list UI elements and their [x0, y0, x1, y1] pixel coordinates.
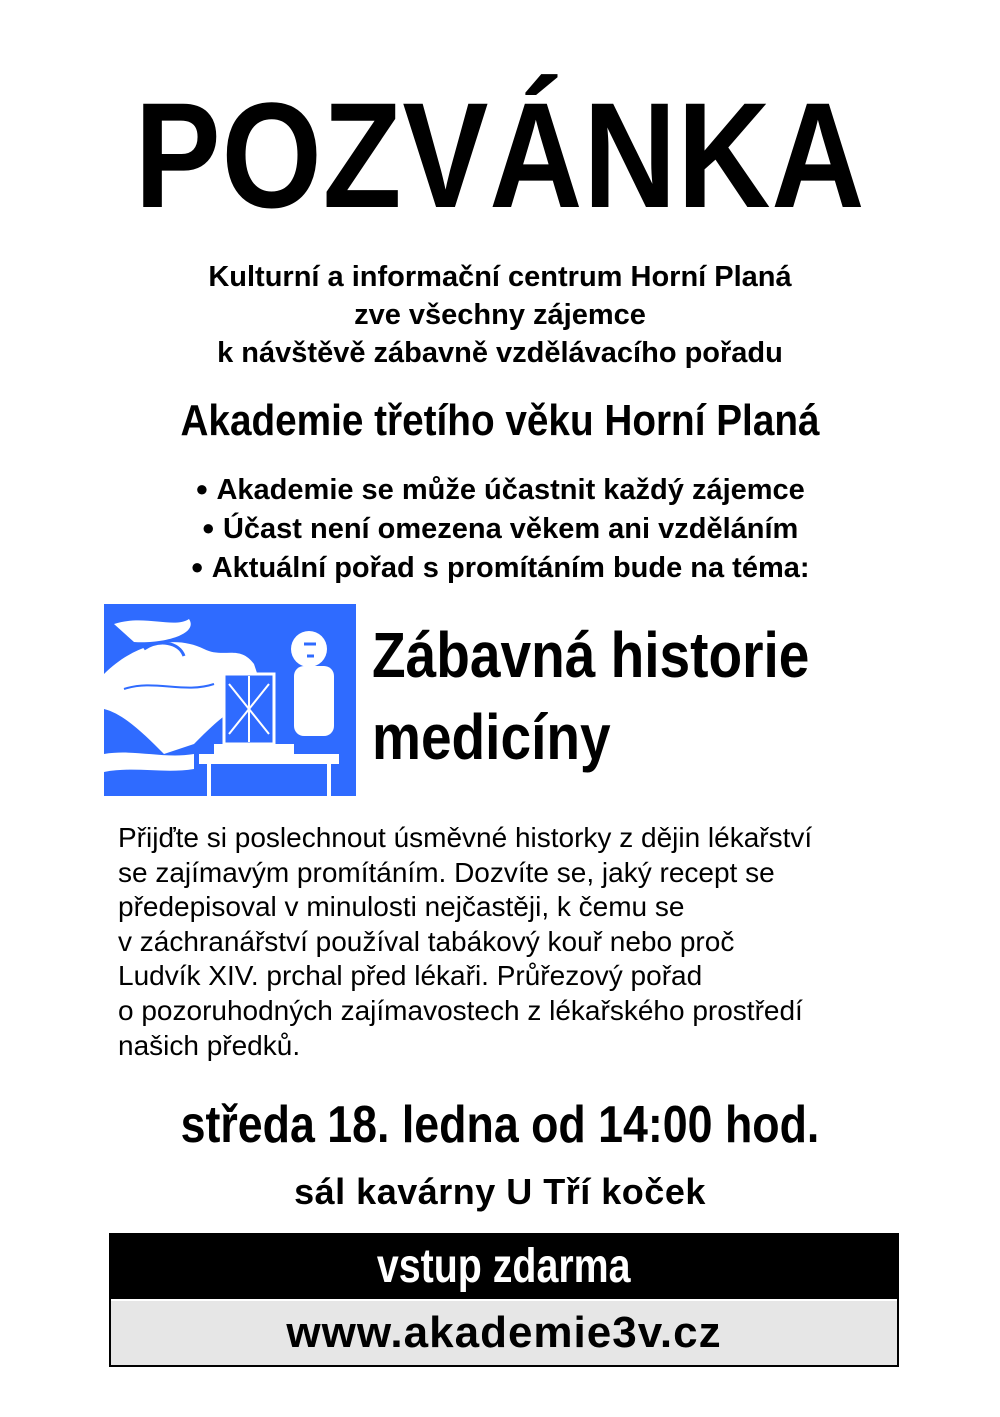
- intro-line: zve všechny zájemce: [354, 299, 646, 331]
- bullet-item: ● Aktuální pořad s promítáním bude na téma:: [190, 552, 810, 584]
- bullet-list: [0, 470, 1000, 587]
- historical-medicine-photo: [104, 604, 356, 796]
- description-line: Ludvík XIV. prchal před lékaři. Průřezový pořad: [118, 960, 703, 992]
- bullet-item: ● Akademie se může účastnit každý zájemce: [195, 474, 805, 506]
- admission-banner: [111, 1235, 897, 1299]
- bullet-item: ● Účast není omezena věkem ani vzděláním: [201, 513, 799, 545]
- bullet-icon: ●: [201, 515, 215, 540]
- description-line: v záchranářství používal tabákový kouř nebo proč: [118, 925, 735, 957]
- event-description: [118, 821, 918, 1063]
- event-date: středa 18. ledna od 14:00 hod.: [180, 1096, 820, 1154]
- description-line: Přijďte si poslechnout úsměvné historky z dějin lékařství: [118, 822, 813, 853]
- topic-title: [372, 614, 854, 778]
- event-venue: sál kavárny U Tří koček: [294, 1171, 706, 1212]
- intro-block: [0, 258, 1000, 372]
- description-line: našich předků.: [118, 1029, 301, 1061]
- admission-box: [109, 1233, 899, 1367]
- topic-line: Zábavná historie: [372, 619, 810, 691]
- bullet-icon: ●: [190, 554, 204, 579]
- event-series-title: Akademie třetího věku Horní Planá: [180, 396, 820, 445]
- website-link[interactable]: www.akademie3v.cz: [111, 1301, 897, 1365]
- description-line: o pozoruhodných zajímavostech z lékařského prostředí: [118, 994, 803, 1026]
- intro-line: Kulturní a informační centrum Horní Planá: [208, 261, 792, 293]
- topic-line: medicíny: [372, 701, 611, 773]
- poster-title: POZVÁNKA: [134, 71, 866, 239]
- description-line: se zajímavým promítáním. Dozvíte se, jaký recept se: [118, 856, 775, 888]
- description-line: předepisoval v minulosti nejčastěji, k čemu se: [118, 891, 685, 923]
- intro-line: k návštěvě zábavně vzdělávacího pořadu: [217, 337, 783, 369]
- bullet-icon: ●: [195, 476, 209, 501]
- medicine-illustration-icon: [104, 604, 356, 796]
- admission-label: vstup zdarma: [377, 1240, 631, 1293]
